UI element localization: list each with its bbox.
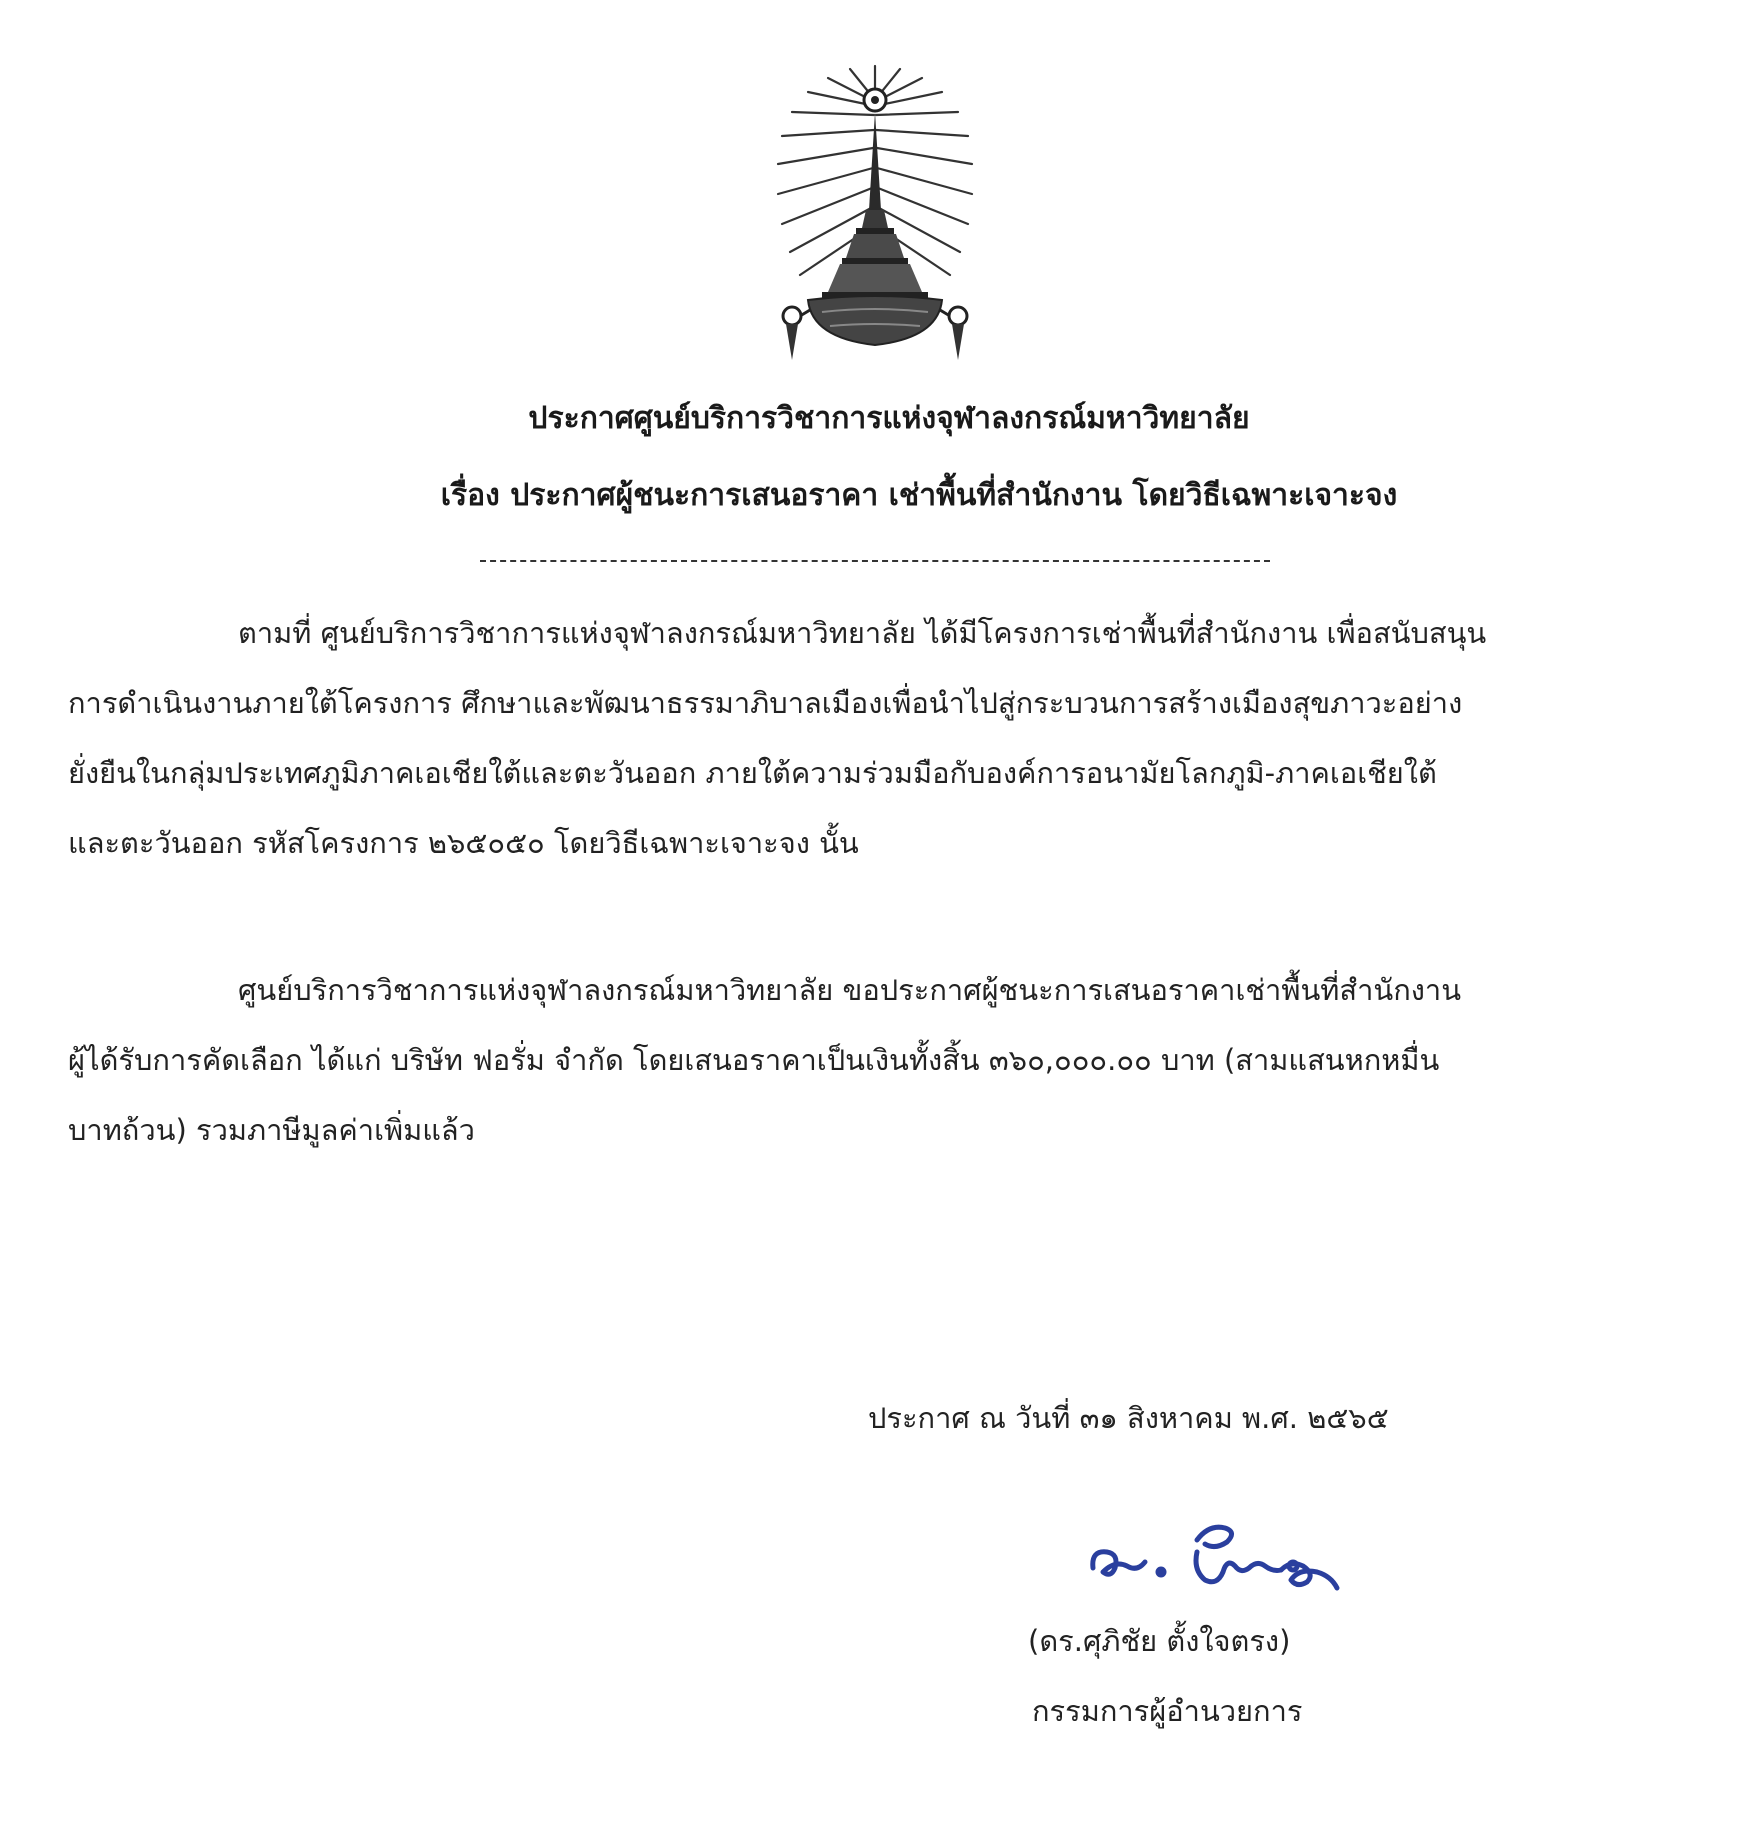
paragraph-line: ศูนย์บริการวิชาการแห่งจุฬาลงกรณ์มหาวิทยาลัย ขอประกาศผู้ชนะการเสนอราคาเช่าพื้นที่สำนักงาน bbox=[238, 973, 1462, 1007]
paragraph-line: บาทถ้วน) รวมภาษีมูลค่าเพิ่มแล้ว bbox=[68, 1113, 475, 1147]
paragraph-line: ตามที่ ศูนย์บริการวิชาการแห่งจุฬาลงกรณ์มหาวิทยาลัย ได้มีโครงการเช่าพื้นที่สำนักงาน เพื่อสนับสนุน bbox=[238, 616, 1487, 650]
paragraph-line: และตะวันออก รหัสโครงการ ๒๖๕๐๕๐ โดยวิธีเฉพาะเจาะจง นั้น bbox=[68, 826, 859, 860]
document-title: ประกาศศูนย์บริการวิชาการแห่งจุฬาลงกรณ์มหาวิทยาลัย bbox=[528, 401, 1250, 436]
paragraph-line: ยั่งยืนในกลุ่มประเทศภูมิภาคเอเชียใต้และตะวันออก ภายใต้ความร่วมมือกับองค์การอนามัยโลกภูมิ-ภาคเอเชียใต้ bbox=[68, 756, 1437, 790]
announcement-date: ประกาศ ณ วันที่ ๓๑ สิงหาคม พ.ศ. ๒๕๖๕ bbox=[868, 1401, 1389, 1435]
body-paragraph-1 bbox=[68, 598, 1668, 878]
paragraph-line: ผู้ได้รับการคัดเลือก ได้แก่ บริษัท ฟอรั่ม จำกัด โดยเสนอราคาเป็นเงินทั้งสิ้น ๓๖๐,๐๐๐.๐๐ บาท (สามแสนหกหมื่น bbox=[68, 1043, 1440, 1077]
signer-position: กรรมการผู้อำนวยการ bbox=[1032, 1694, 1303, 1728]
chulalongkorn-phra-kiao-emblem-icon bbox=[770, 60, 980, 375]
body-paragraph-2 bbox=[68, 955, 1668, 1165]
handwritten-signature-icon bbox=[1085, 1510, 1345, 1600]
document-subject: เรื่อง ประกาศผู้ชนะการเสนอราคา เช่าพื้นที่สำนักงาน โดยวิธีเฉพาะเจาะจง bbox=[440, 478, 1398, 513]
signer-name: (ดร.ศุภิชัย ตั้งใจตรง) bbox=[1028, 1624, 1291, 1658]
dashed-divider bbox=[480, 560, 1270, 562]
paragraph-line: การดำเนินงานภายใต้โครงการ ศึกษาและพัฒนาธรรมาภิบาลเมืองเพื่อนำไปสู่กระบวนการสร้างเมืองสุขภาวะอย่าง bbox=[68, 686, 1463, 720]
